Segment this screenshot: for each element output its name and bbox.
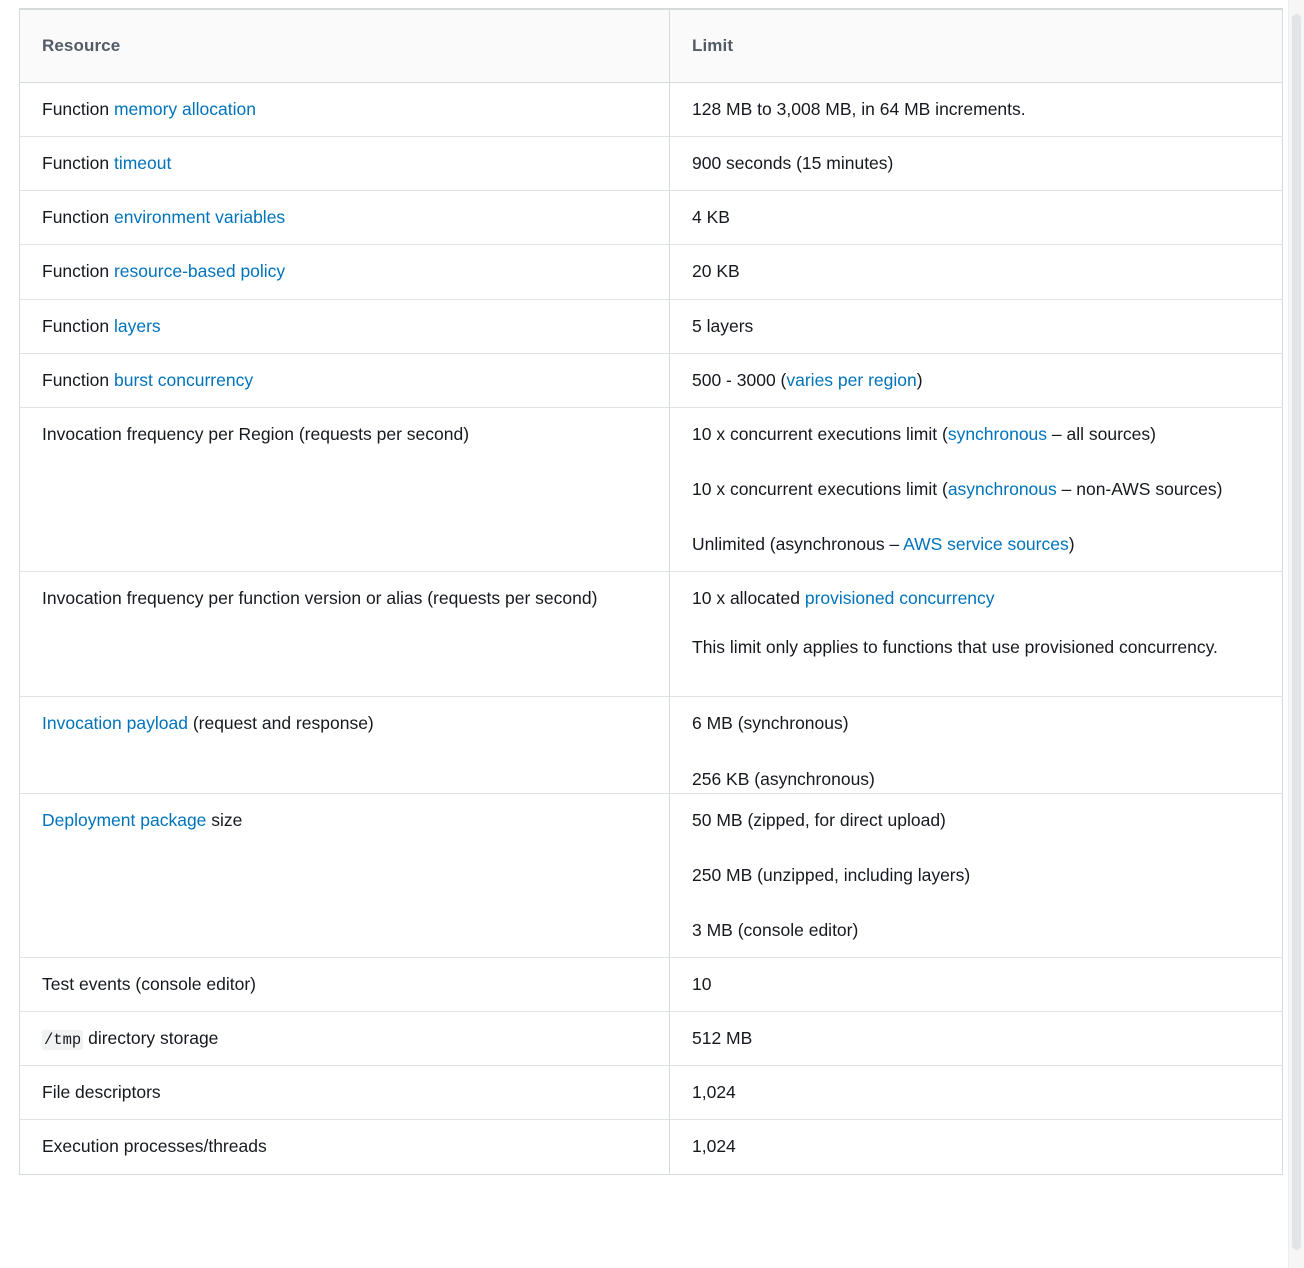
limit-paragraph — [692, 476, 1264, 503]
limit-content — [692, 313, 1264, 340]
limit-r6-p1-text-2: – non-AWS sources) — [1056, 478, 1223, 499]
resource-r3-link-1[interactable]: resource-based policy — [113, 261, 286, 282]
resource-content — [42, 96, 651, 123]
resource-paragraph — [42, 204, 651, 231]
page-scrollbar-thumb[interactable] — [1292, 14, 1301, 1250]
table-row — [20, 353, 1283, 407]
table-header-row — [20, 9, 1283, 83]
limit-paragraph — [692, 1079, 1264, 1106]
page-scrollbar[interactable] — [1288, 0, 1304, 1268]
limit-r7-p1-text-0: This limit only applies to functions that use provisioned concurrency. — [692, 637, 1218, 658]
resource-r4-link-1[interactable]: layers — [113, 315, 161, 336]
limit-content — [692, 971, 1264, 998]
cell-limit — [670, 191, 1283, 245]
resource-r5-text-0: Function — [42, 369, 114, 390]
resource-r3-text-0: Function — [42, 261, 114, 282]
resource-r9-text-1: size — [206, 809, 243, 830]
cell-resource — [20, 1066, 670, 1120]
limit-r8-p1-text-0: 256 KB (asynchronous) — [692, 768, 875, 789]
cell-resource — [20, 572, 670, 697]
limit-r4-p0-text-0: 5 layers — [692, 315, 754, 336]
limit-paragraph — [692, 204, 1264, 231]
table-row — [20, 1066, 1283, 1120]
resource-paragraph — [42, 585, 651, 612]
cell-limit — [670, 353, 1283, 407]
cell-resource — [20, 353, 670, 407]
limit-r1-p0-text-0: 900 seconds (15 minutes) — [692, 153, 894, 174]
quotas-table — [19, 8, 1283, 1175]
resource-r10-text-0: Test events (console editor) — [42, 974, 256, 994]
limit-r2-p0-text-0: 4 KB — [692, 207, 730, 228]
table-row — [20, 1120, 1283, 1174]
limit-content — [692, 1133, 1264, 1160]
cell-limit — [670, 245, 1283, 299]
limit-r13-p0-text-0: 1,024 — [692, 1136, 736, 1157]
cell-limit — [670, 958, 1283, 1012]
quotas-table-container — [19, 8, 1282, 1175]
resource-content — [42, 367, 651, 394]
limit-r5-p0-link-1[interactable]: varies per region — [786, 369, 917, 390]
limit-r5-p0-text-0: 500 - 3000 ( — [692, 369, 787, 390]
cell-limit — [670, 793, 1283, 957]
limit-content — [692, 1079, 1264, 1106]
resource-paragraph — [42, 367, 651, 394]
cell-resource — [20, 83, 670, 137]
resource-r12-text-0: File descriptors — [42, 1082, 161, 1103]
limit-content — [692, 585, 1264, 661]
resource-paragraph — [42, 710, 651, 737]
resource-r0-text-0: Function — [42, 99, 114, 119]
limit-r6-p2-text-0: Unlimited (asynchronous – — [692, 534, 904, 554]
limit-r9-p0-text-0: 50 MB (zipped, for direct upload) — [692, 809, 946, 830]
table-row — [20, 245, 1283, 299]
resource-r1-link-1[interactable]: timeout — [113, 153, 172, 174]
limit-r8-p0-text-0: 6 MB (synchronous) — [692, 713, 849, 734]
limit-r6-p2-link-1[interactable]: AWS service sources — [903, 534, 1069, 554]
limit-content — [692, 421, 1264, 558]
cell-resource — [20, 1012, 670, 1066]
cell-resource — [20, 793, 670, 957]
resource-content — [42, 807, 651, 834]
table-row — [20, 1012, 1283, 1066]
cell-limit — [670, 83, 1283, 137]
cell-resource — [20, 137, 670, 191]
resource-r6-text-0: Invocation frequency per Region (requests per second) — [42, 423, 470, 444]
cell-limit — [670, 1066, 1283, 1120]
resource-paragraph — [42, 150, 651, 177]
limit-r6-p1-text-0: 10 x concurrent executions limit ( — [692, 478, 948, 499]
resource-paragraph — [42, 807, 651, 834]
limit-r10-p0-text-0: 10 — [692, 974, 712, 994]
limit-paragraph — [692, 258, 1264, 285]
resource-content — [42, 710, 651, 737]
cell-resource — [20, 407, 670, 571]
resource-content — [42, 204, 651, 231]
resource-r11-text-1: directory storage — [83, 1028, 219, 1049]
resource-r11-code-0: /tmp — [44, 1031, 82, 1050]
resource-content — [42, 585, 651, 612]
cell-limit — [670, 697, 1283, 793]
resource-content — [42, 971, 651, 998]
cell-limit — [670, 299, 1283, 353]
resource-r8-text-1: (request and response) — [187, 713, 374, 734]
resource-paragraph — [42, 258, 651, 285]
limit-r6-p2-text-2: ) — [1068, 534, 1075, 554]
cell-resource — [20, 299, 670, 353]
limit-content — [692, 204, 1264, 231]
table-header — [20, 9, 1283, 83]
limit-r3-p0-text-0: 20 KB — [692, 261, 740, 282]
limit-content — [692, 367, 1264, 394]
limit-paragraph — [692, 585, 1264, 612]
resource-content — [42, 1079, 651, 1106]
resource-r8-link-0[interactable]: Invocation payload — [42, 713, 188, 734]
limit-paragraph — [692, 531, 1264, 558]
limit-paragraph — [692, 150, 1264, 177]
limit-content — [692, 1025, 1264, 1052]
table-row — [20, 793, 1283, 957]
table-row — [20, 137, 1283, 191]
resource-paragraph — [42, 1079, 651, 1106]
resource-r5-link-1[interactable]: burst concurrency — [113, 369, 254, 390]
table-body — [20, 83, 1283, 1175]
table-row — [20, 958, 1283, 1012]
resource-paragraph — [42, 1133, 651, 1160]
resource-r2-link-1[interactable]: environment variables — [113, 207, 286, 228]
resource-paragraph — [42, 971, 651, 998]
table-row — [20, 299, 1283, 353]
cell-limit — [670, 1012, 1283, 1066]
limit-paragraph — [692, 634, 1264, 661]
limit-r6-p1-link-1[interactable]: asynchronous — [947, 478, 1057, 499]
limit-content — [692, 807, 1264, 944]
table-row — [20, 697, 1283, 793]
limit-content — [692, 150, 1264, 177]
limit-r6-p0-link-1[interactable]: synchronous — [947, 423, 1048, 444]
limit-paragraph — [692, 1025, 1264, 1052]
limit-paragraph — [692, 1133, 1264, 1160]
resource-r7-text-0: Invocation frequency per function version or alias (requests per second) — [42, 588, 598, 609]
table-row — [20, 407, 1283, 571]
limit-paragraph — [692, 313, 1264, 340]
limit-paragraph — [692, 710, 1264, 737]
resource-content — [42, 313, 651, 340]
limit-paragraph — [692, 367, 1264, 394]
limit-paragraph — [692, 971, 1264, 998]
limit-r12-p0-text-0: 1,024 — [692, 1082, 736, 1103]
limit-paragraph — [692, 421, 1264, 448]
limit-r7-p0-link-1[interactable]: provisioned concurrency — [804, 588, 995, 609]
limit-r6-p0-text-0: 10 x concurrent executions limit ( — [692, 423, 948, 444]
limit-paragraph — [692, 807, 1264, 834]
limit-paragraph — [692, 862, 1264, 889]
limit-paragraph — [692, 96, 1264, 123]
resource-r4-text-0: Function — [42, 315, 114, 336]
limit-paragraph — [692, 917, 1264, 944]
limit-r0-p0-text-0: 128 MB to 3,008 MB, in 64 MB increments. — [692, 99, 1026, 119]
limit-r9-p2-text-0: 3 MB (console editor) — [692, 919, 859, 940]
cell-limit — [670, 1120, 1283, 1174]
cell-resource — [20, 697, 670, 793]
limit-content — [692, 96, 1264, 123]
cell-limit — [670, 572, 1283, 697]
resource-r13-text-0: Execution processes/threads — [42, 1136, 267, 1157]
table-row — [20, 83, 1283, 137]
limit-paragraph — [692, 766, 1264, 793]
resource-r1-text-0: Function — [42, 153, 114, 174]
limit-r5-p0-text-2: ) — [916, 369, 923, 390]
table-row — [20, 572, 1283, 697]
limit-r6-p0-text-2: – all sources) — [1047, 423, 1156, 444]
resource-paragraph — [42, 96, 651, 123]
cell-resource — [20, 1120, 670, 1174]
cell-resource — [20, 191, 670, 245]
resource-r2-text-0: Function — [42, 207, 114, 228]
limit-r11-p0-text-0: 512 MB — [692, 1028, 753, 1049]
resource-paragraph — [42, 313, 651, 340]
resource-content — [42, 421, 651, 448]
column-header-limit: Limit — [670, 9, 1283, 83]
resource-r0-link-1[interactable]: memory allocation — [113, 99, 256, 119]
cell-limit — [670, 407, 1283, 571]
resource-content — [42, 1025, 651, 1052]
limit-content — [692, 710, 1264, 792]
cell-resource — [20, 245, 670, 299]
limit-r7-p0-text-0: 10 x allocated — [692, 588, 805, 609]
table-row — [20, 191, 1283, 245]
resource-content — [42, 258, 651, 285]
resource-paragraph — [42, 1025, 651, 1052]
cell-resource — [20, 958, 670, 1012]
limit-r9-p1-text-0: 250 MB (unzipped, including layers) — [692, 864, 971, 885]
limit-content — [692, 258, 1264, 285]
column-header-resource: Resource — [20, 9, 670, 83]
cell-limit — [670, 137, 1283, 191]
resource-paragraph — [42, 421, 651, 448]
resource-content — [42, 1133, 651, 1160]
resource-r9-link-0[interactable]: Deployment package — [42, 809, 207, 830]
resource-content — [42, 150, 651, 177]
